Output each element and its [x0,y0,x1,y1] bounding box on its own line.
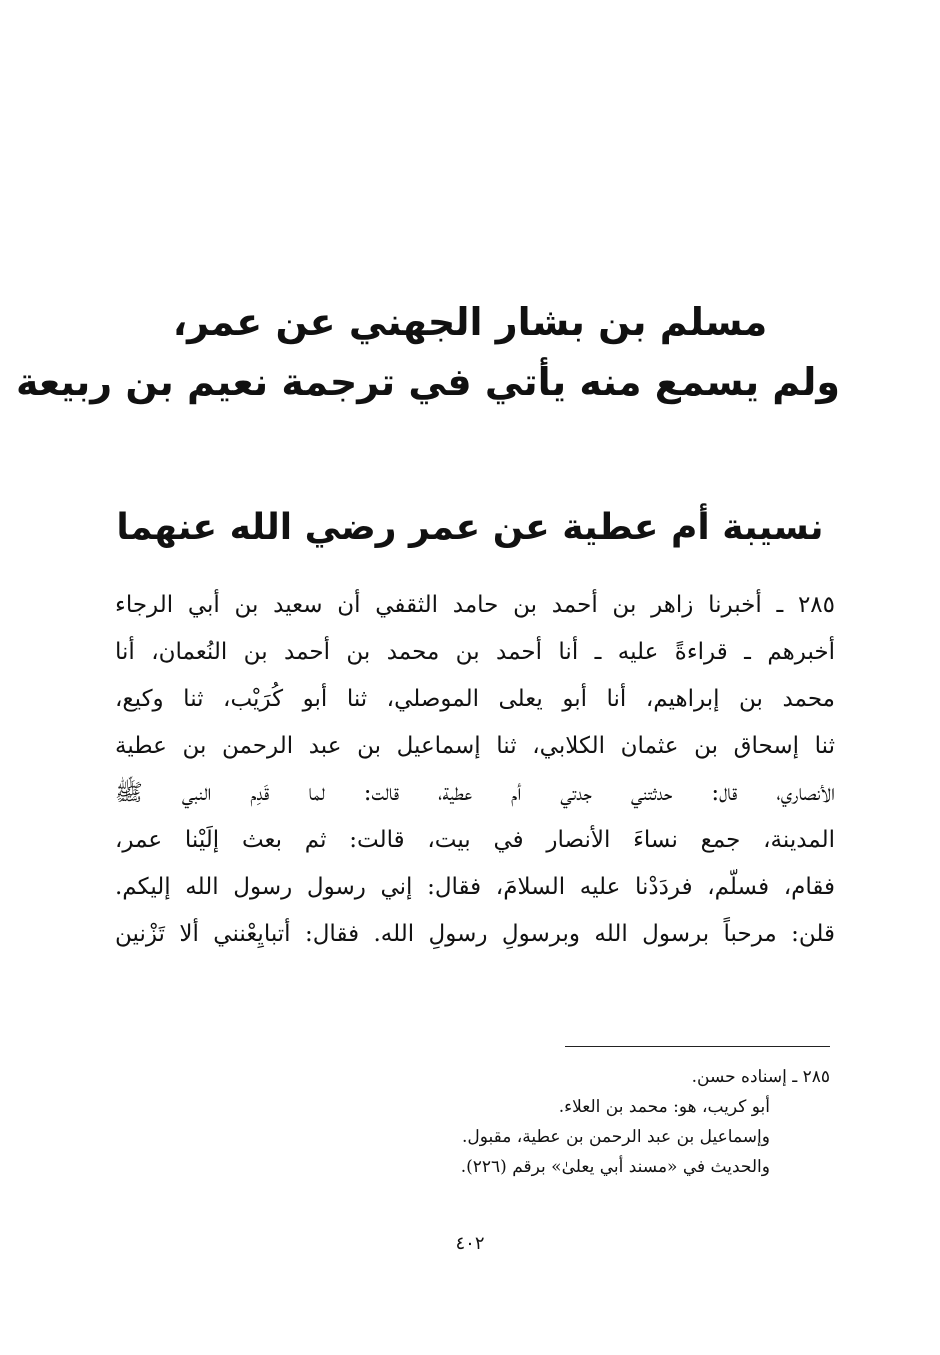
section-heading: نسيبة أم عطية عن عمر رضي الله عنهما [116,507,824,548]
text-line: أخبرهم ـ قراءةً عليه ـ أنا أحمد بن محمد بن أحمد بن النُعمان، أنا [115,639,835,665]
footnote-line: أبو كريب، هو: محمد بن العلاء. [558,1097,770,1117]
hadith-text [115,582,835,958]
chapter-heading-line-2: ولم يسمع منه يأتي في ترجمة نعيم بن ربيعة [15,360,840,404]
text-line: قلن: مرحباً برسول الله وبرسولِ رسولِ الله. فقال: أتبايِعْنني ألا تَزْنين [115,921,835,947]
chapter-heading-line-1: مسلم بن بشار الجهني عن عمر، [172,300,768,344]
footnote-line: ٢٨٥ ـ إسناده حسن. [691,1067,830,1087]
text-line: فقام، فسلّم، فردَدْنا عليه السلامَ، فقال: إني رسول رسول الله إليكم. [115,874,835,900]
text-line: محمد بن إبراهيم، أنا أبو يعلى الموصلي، ثنا أبو كُرَيْب، ثنا وكيع، [115,686,835,712]
text-line: المدينة، جمع نساءَ الأنصار في بيت، قالت: ثم بعث إلَيْنا عمر، [115,827,835,853]
text-line: ثنا إسحاق بن عثمان الكلابي، ثنا إسماعيل بن عبد الرحمن بن عطية [115,733,835,759]
footnotes [300,1062,830,1182]
footnote-line: والحديث في «مسند أبي يعلىٰ» برقم (٢٢٦). [460,1157,770,1177]
chapter-heading [15,292,840,412]
footnote-divider [565,1046,830,1047]
footnote-line: وإسماعيل بن عبد الرحمن بن عطية، مقبول. [461,1127,770,1147]
text-line: ٢٨٥ ـ أخبرنا زاهر بن أحمد بن حامد الثقفي أن سعيد بن أبي الرجاء [115,592,835,618]
text-line: الأنصاري، قال: حدثتني جدتي أم عطية، قالت: لما قَدِم النبي ﷺ [115,780,835,806]
page-number: ٤٠٢ [455,1233,485,1254]
